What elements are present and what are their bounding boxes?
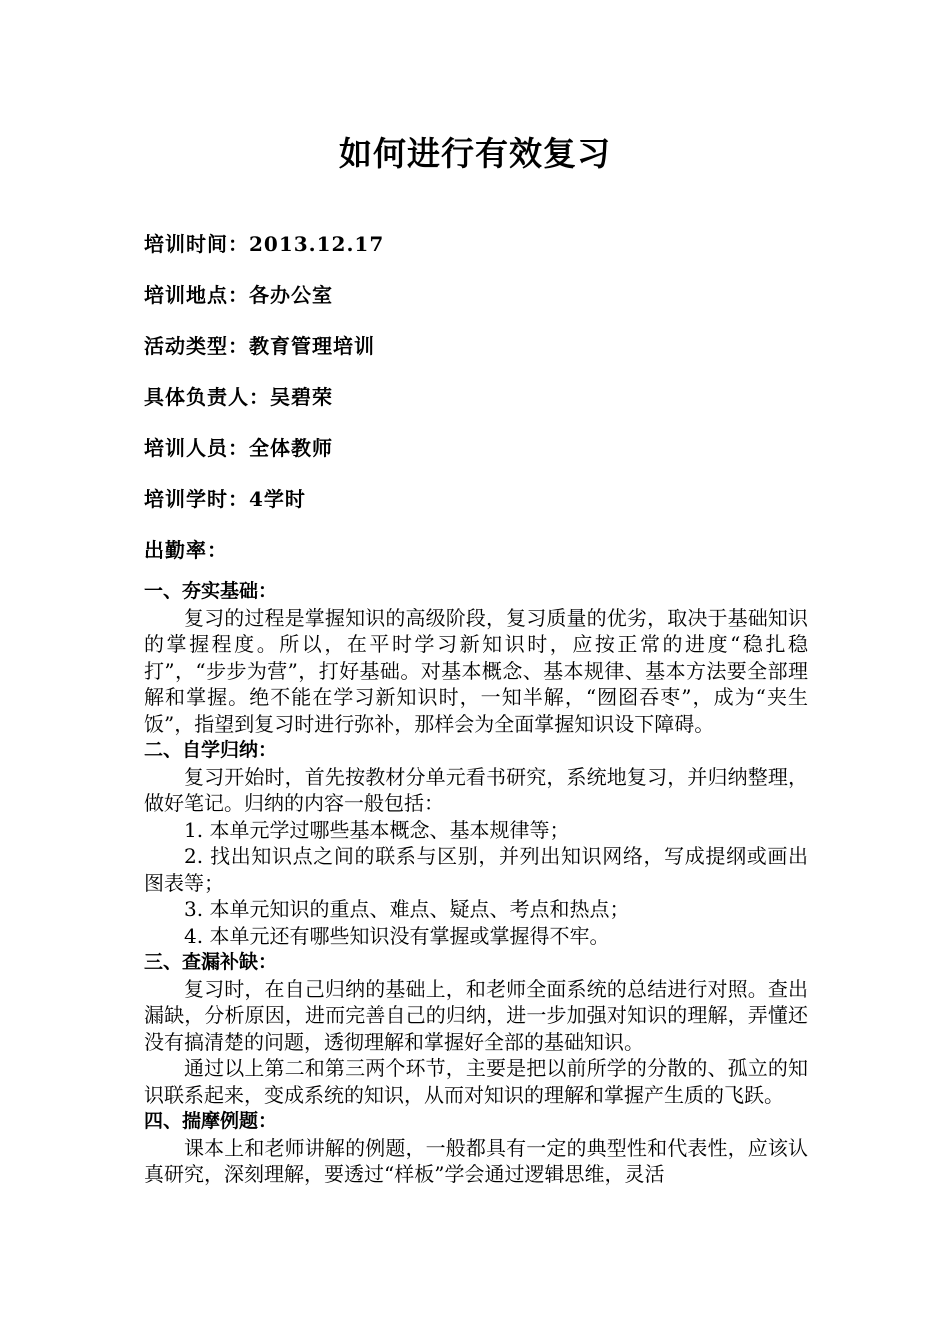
meta-row-type [144, 330, 824, 381]
meta-label: 活动类型： [144, 334, 249, 358]
meta-row-hours [144, 483, 824, 534]
meta-label: 出勤率： [144, 538, 228, 562]
meta-label: 培训人员： [144, 436, 249, 460]
meta-row-time [144, 228, 824, 279]
section-heading: 二、自学归纳： [144, 739, 278, 761]
meta-row-participants [144, 432, 824, 483]
document-title: 如何进行有效复习 [339, 134, 611, 173]
meta-value: 全体教师 [249, 436, 333, 460]
meta-value: 2013.12.17 [249, 232, 385, 256]
meta-label: 具体负责人： [144, 385, 270, 409]
meta-row-owner [144, 381, 824, 432]
meta-value: 4学时 [249, 487, 306, 511]
section-heading: 四、揣摩例题： [144, 1110, 278, 1132]
section-paragraph: 课本上和老师讲解的例题，一般都具有一定的典型性和代表性，应该认真研究，深刻理解，要透过“样板”学会通过逻辑思维，灵活 [144, 1135, 808, 1186]
list-item: 3. 本单元知识的重点、难点、疑点、考点和热点； [184, 897, 630, 921]
section-paragraph: 复习时，在自己归纳的基础上，和老师全面系统的总结进行对照。查出漏缺，分析原因，进而完善自己的归纳，进一步加强对知识的理解，弄懂还没有搞清楚的问题，透彻理解和掌握好全部的基础知识。 [144, 976, 808, 1054]
meta-label: 培训学时： [144, 487, 249, 511]
meta-value: 各办公室 [249, 283, 333, 307]
list-item: 2. 找出知识点之间的联系与区别，并列出知识网络，写成提纲或画出图表等； [144, 844, 808, 895]
meta-info [144, 228, 824, 585]
meta-label: 培训地点： [144, 283, 249, 307]
meta-row-location [144, 279, 824, 330]
section-heading: 三、查漏补缺： [144, 951, 278, 973]
section-heading: 一、夯实基础： [144, 580, 278, 602]
list-item: 1. 本单元学过哪些基本概念、基本规律等； [184, 817, 570, 842]
section-paragraph: 通过以上第二和第三两个环节，主要是把以前所学的分散的、孤立的知识联系起来，变成系统的知识，从而对知识的理解和掌握产生质的飞跃。 [144, 1056, 808, 1107]
section-paragraph: 复习开始时，首先按教材分单元看书研究，系统地复习，并归纳整理，做好笔记。归纳的内容一般包括： [144, 764, 808, 815]
meta-value: 吴碧荣 [270, 385, 333, 409]
meta-label: 培训时间： [144, 232, 249, 256]
meta-value: 教育管理培训 [249, 334, 375, 358]
list-item: 4. 本单元还有哪些知识没有掌握或掌握得不牢。 [184, 923, 610, 948]
document-body [144, 578, 808, 1188]
section-paragraph: 复习的过程是掌握知识的高级阶段，复习质量的优劣，取决于基础知识的掌握程度。所以，在平时学习新知识时，应按正常的进度“稳扎稳打”，“步步为营”，打好基础。对基本概念、基本规律、基本方法要全部理解和掌握。绝不能在学习新知识时，一知半解，“囫囵吞枣”，成为“夹生饭”，指望到复习时进行弥补，那样会为全面掌握知识设下障碍。 [144, 605, 808, 736]
